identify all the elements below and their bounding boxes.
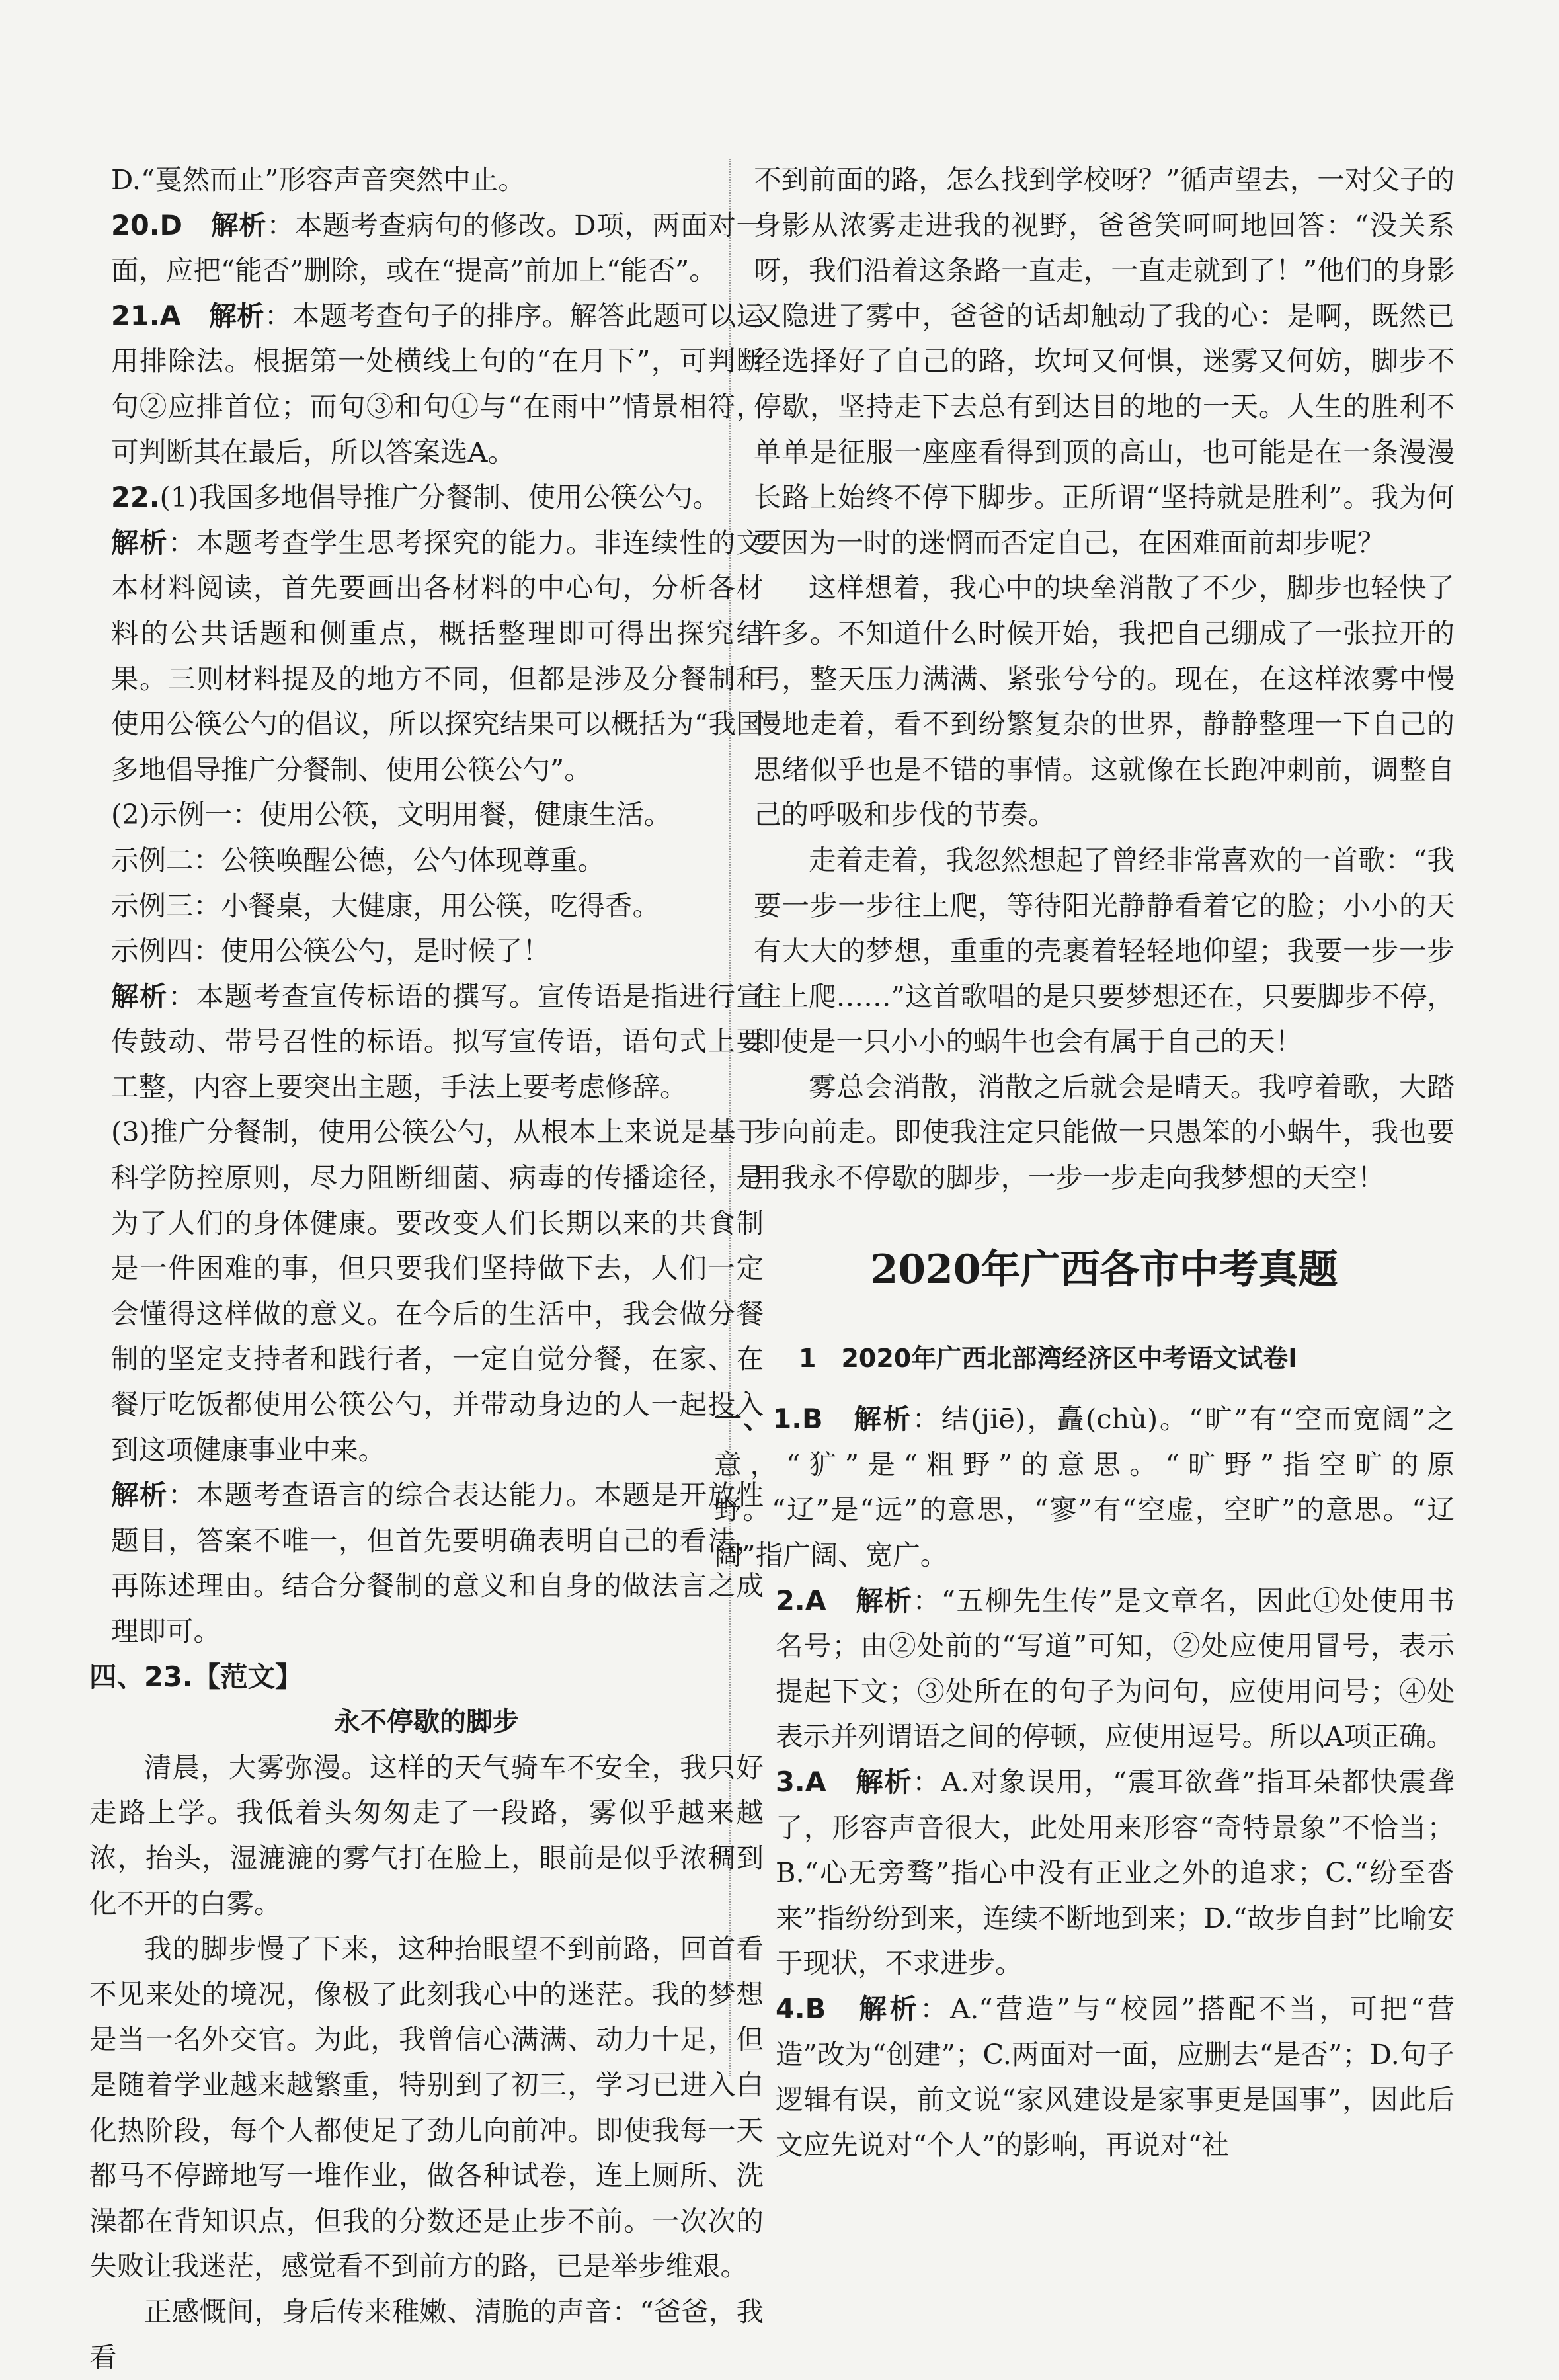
analysis-label: 解析: [111, 979, 168, 1012]
answer-1-text: ：结(jiē)，矗(chù)。“旷”有“空而宽阔”之意，“犷”是“粗野”的意思。“旷野”指空旷的原野。“辽”是“远”的意思，“寥”有“空虚，空旷”的意思。“辽阔”指广阔、宽广。: [714, 1403, 1455, 1572]
answer-4: [754, 1987, 1455, 2168]
analysis-label: 解析: [859, 1992, 920, 2025]
analysis-label: 解析: [856, 1766, 913, 1798]
analysis-text: ：本题考查学生思考探究的能力。非连续性的文本材料阅读，首先要画出各材料的中心句，分析各材料的公共话题和侧重点，概括整理即可得出探究结果。三则材料提及的地方不同，但都是涉及分餐制和使用公筷公勺的倡议，所以探究结果可以概括为“我国多地倡导推广分餐制、使用公筷公勺”。: [111, 526, 764, 786]
answer-20-text: ：本题考查病句的修改。D项，两面对一面，应把“能否”删除，或在“提高”前加上“能否”。: [111, 208, 764, 287]
analysis-text: ：本题考查语言的综合表达能力。本题是开放性题目，答案不唯一，但首先要明确表明自己的看法，再陈述理由。结合分餐制的意义和自身的做法言之成理即可。: [111, 1479, 764, 1647]
answer-21-text: ：本题考查句子的排序。解答此题可以运用排除法。根据第一处横线上句的“在月下”，可判断句②应排首位；而句③和句①与“在雨中”情景相符，可判断其在最后，所以答案选A。: [111, 299, 764, 468]
analysis-label: 解析: [210, 208, 267, 241]
essay-title: 永不停歇的脚步: [334, 1707, 519, 1738]
analysis-label: 解析: [854, 1403, 912, 1436]
answer-22-2-example-4: 示例四：使用公筷公勺，是时候了！: [111, 934, 551, 967]
answer-2-number: 2.A: [776, 1584, 826, 1617]
analysis-label: 解析: [111, 1479, 168, 1512]
exam-title: 1 2020年广西北部湾经济区中考语文试卷Ⅰ: [799, 1343, 1298, 1373]
answer-23-heading: [89, 1655, 764, 1700]
answer-22-3: (3)推广分餐制，使用公筷公勺，从根本上来说是基于科学防控原则，尽力阻断细菌、病毒的传播途径，是为了人们的身体健康。要改变人们长期以来的共食制是一件困难的事，但只要我们坚持做下去，人们一定会懂得这样做的意义。在今后的生活中，我会做分餐制的坚定支持者和践行者，一定自觉分餐，在家、在餐厅吃饭都使用公筷公勺，并带动身边的人一起投入到这项健康事业中来。: [111, 1116, 764, 1466]
answer-22-2-analysis: [89, 974, 764, 1110]
answer-22-number: 22.: [111, 481, 160, 514]
essay-paragraph-2: 我的脚步慢了下来，这种抬眼望不到前路，回首看不见来处的境况，像极了此刻我心中的迷茫。我的梦想是当一名外交官。为此，我曾信心满满、动力十足，但是随着学业越来越繁重，特别到了初三，学习已进入白化热阶段，每个人都使足了劲儿向前冲。即使我每一天都马不停蹄地写一堆作业，做各种试卷，连上厕所、洗澡都在背知识点，但我的分数还是止步不前。一次次的失败让我迷茫，感觉看不到前方的路，已是举步维艰。: [89, 1932, 764, 2283]
answer-21-number: 21.A: [111, 299, 181, 332]
answer-2: [754, 1579, 1455, 1760]
answer-1-number: 一、1.B: [714, 1403, 823, 1436]
essay-paragraph-1: 清晨，大雾弥漫。这样的天气骑车不安全，我只好走路上学。我低着头匆匆走了一段路，雾似乎越来越浓，抬头，湿漉漉的雾气打在脸上，眼前是似乎浓稠到化不开的白雾。: [89, 1750, 764, 1920]
section-title: 2020年广西各市中考真题: [870, 1246, 1338, 1293]
answer-23-label: 四、23.【范文】: [89, 1660, 303, 1693]
essay-paragraph-5: 走着走着，我忽然想起了曾经非常喜欢的一首歌：“我要一步一步往上爬，等待阳光静静看着它的脸；小小的天有大大的梦想，重重的壳裹着轻轻地仰望；我要一步一步往上爬……”这首歌唱的是只要梦想还在，只要脚步不停，即使是一只小小的蜗牛也会有属于自己的天！: [754, 843, 1455, 1058]
analysis-text: ：本题考查宣传标语的撰写。宣传语是指进行宣传鼓动、带号召性的标语。拟写宣传语，语句式上要工整，内容上要突出主题，手法上要考虑修辞。: [111, 979, 764, 1103]
answer-21: [89, 294, 764, 475]
answer-22-2-example-2: 示例二：公筷唤醒公德，公勺体现尊重。: [111, 843, 606, 876]
analysis-label: 解析: [209, 299, 265, 332]
answer-20-number: 20.D: [111, 208, 182, 241]
left-column: [89, 157, 764, 2380]
answer-2-text: ：“五柳先生传”是文章名，因此①处使用书名号；由②处前的“写道”可知，②处应使用冒号，表示提起下文；③处所在的句子为问句，应使用问号；④处表示并列谓语之间的停顿，应使用逗号。所以A项正确。: [776, 1584, 1455, 1753]
analysis-label: 解析: [856, 1584, 913, 1617]
answer-1: [714, 1397, 1455, 1578]
answer-22-2: (2)示例一：使用公筷，文明用餐，健康生活。: [111, 798, 672, 831]
answer-3: [754, 1760, 1455, 1987]
essay-paragraph-6: 雾总会消散，消散之后就会是晴天。我哼着歌，大踏步向前走。即使我注定只能做一只愚笨的小蜗牛，我也要用我永不停歇的脚步，一步一步走向我梦想的天空！: [754, 1070, 1455, 1194]
answer-19-tail: D.“戛然而止”形容声音突然中止。: [111, 163, 526, 196]
analysis-label: 解析: [111, 526, 168, 559]
essay-paragraph-3: 正感慨间，身后传来稚嫩、清脆的声音：“爸爸，我看: [89, 2295, 764, 2373]
answer-22-3-analysis: [89, 1473, 764, 1654]
answer-22-1-text: (1)我国多地倡导推广分餐制、使用公筷公勺。: [159, 481, 720, 514]
essay-paragraph-3-cont: 不到前面的路，怎么找到学校呀？”循声望去，一对父子的身影从浓雾走进我的视野，爸爸笑呵呵地回答：“没关系呀，我们沿着这条路一直走，一直走就到了！”他们的身影又隐进了雾中，爸爸的话却触动了我的心：是啊，既然已经选择好了自己的路，坎坷又何惧，迷雾又何妨，脚步不停歇，坚持走下去总有到达目的地的一天。人生的胜利不单单是征服一座座看得到顶的高山，也可能是在一条漫漫长路上始终不停下脚步。正所谓“坚持就是胜利”。我为何要因为一时的迷惘而否定自己，在困难面前却步呢？: [754, 163, 1455, 559]
answer-22-2-example-3: 示例三：小餐桌，大健康，用公筷，吃得香。: [111, 889, 660, 922]
answer-4-text: ：A.“营造”与“校园”搭配不当，可把“营造”改为“创建”；C.两面对一面，应删去“是否”；D.句子逻辑有误，前文说“家风建设是家事更是国事”，因此后文应先说对“个人”的影响，再说对“社: [776, 1992, 1455, 2161]
answer-4-number: 4.B: [776, 1992, 826, 2025]
answer-3-text: ：A.对象误用，“震耳欲聋”指耳朵都快震聋了，形容声音很大，此处用来形容“奇特景象”不恰当；B.“心无旁骛”指心中没有正业之外的追求；C.“纷至沓来”指纷纷到来，连续不断地到来；D.“故步自封”比喻安于现状，不求进步。: [776, 1766, 1455, 1980]
answer-22-1: [89, 475, 764, 520]
answer-20: [89, 203, 764, 294]
right-column: [714, 157, 1455, 2168]
answer-3-number: 3.A: [776, 1766, 826, 1798]
essay-paragraph-4: 这样想着，我心中的块垒消散了不少，脚步也轻快了许多。不知道什么时候开始，我把自己绷成了一张拉开的弓，整天压力满满、紧张兮兮的。现在，在这样浓雾中慢慢地走着，看不到纷繁复杂的世界，静静整理一下自己的思绪似乎也是不错的事情。这就像在长跑冲刺前，调整自己的呼吸和步伐的节奏。: [754, 571, 1455, 831]
answer-22-1-analysis: [89, 520, 764, 793]
